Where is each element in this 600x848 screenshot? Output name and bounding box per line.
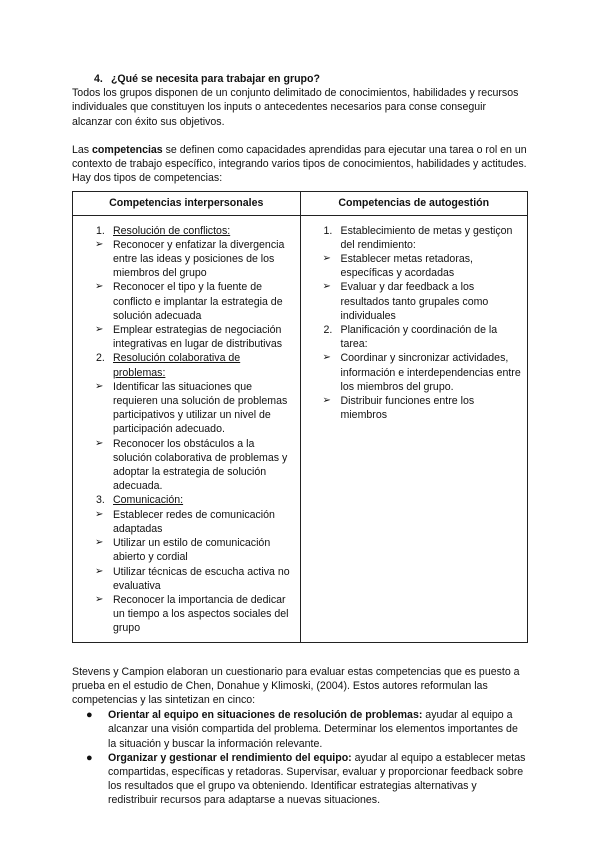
column-autogestion [300, 215, 528, 642]
arrow-bullet-icon: ➢ [322, 281, 331, 293]
arrow-item [81, 280, 294, 323]
header-interpersonales: Competencias interpersonales [73, 192, 301, 215]
section-number: 4. [94, 73, 103, 85]
arrow-item [81, 593, 294, 636]
bullet-item [72, 751, 528, 808]
numbered-item [81, 493, 294, 507]
item-number: 2. [323, 324, 333, 337]
arrow-item [81, 380, 294, 437]
section-title: ¿Qué se necesita para trabajar en grupo? [110, 73, 320, 85]
item-text: Identificar las situaciones que requieren una solución de problemas participativos y utilizar un nivel de participación adecuado. [113, 380, 288, 436]
arrow-bullet-icon: ➢ [95, 593, 104, 605]
numbered-item [309, 323, 522, 351]
item-text: Distribuir funciones entre los miembros [340, 395, 475, 422]
item-text: Reconocer el tipo y la fuente de conflicto e implantar la estrategia de solución adecuada [113, 281, 283, 322]
arrow-bullet-icon: ➢ [95, 238, 104, 250]
stevens-paragraph: Stevens y Campion elaboran un cuestionario para evaluar estas competencias que es puesto a prueba en el estudio de Chen, Donahue y Klimoski, (2004). Estos autores reformulan las competencias y las sintetizan en cinco: [72, 665, 520, 706]
arrow-item [309, 280, 522, 323]
header-autogestion: Competencias de autogestión [300, 192, 528, 215]
arrow-bullet-icon: ➢ [322, 352, 331, 364]
bullet-dot-icon: ● [86, 709, 93, 722]
item-text: Reconocer y enfatizar la divergencia entre las ideas y posiciones de los miembros del grupo [113, 238, 285, 280]
item-text: Establecer redes de comunicación adaptadas [113, 508, 275, 535]
arrow-item [81, 508, 294, 536]
numbered-item [81, 224, 294, 238]
item-text: Emplear estrategias de negociación integrativas en lugar de distributivas [113, 324, 283, 351]
column-interpersonales [73, 215, 301, 642]
arrow-item [309, 252, 522, 280]
arrow-bullet-icon: ➢ [322, 253, 331, 265]
bullet-title: Orientar al equipo en situaciones de resolución de problemas: [108, 709, 423, 722]
arrow-item [81, 565, 294, 593]
competencias-paragraph: Las competencias se definen como capacidades aprendidas para ejecutar una tarea o rol en un contexto de trabajo específico, integrando varios tipos de conocimientos, habilidades y actitudes. Hay dos tipos de competencias: [72, 143, 527, 185]
item-text: Reconocer los obstáculos a la solución colaborativa de problemas y adoptar la estrategia de solución adecuada. [113, 437, 288, 493]
arrow-bullet-icon: ➢ [95, 565, 104, 577]
arrow-item [309, 394, 522, 422]
bullet-item [72, 708, 528, 751]
intro-paragraph: Todos los grupos disponen de un conjunto delimitado de conocimientos, habilidades y recursos individuales que constituyen los inputs o antecedentes necesarios para conse conseguir alcanzar con éxito sus objetivos. [72, 87, 519, 128]
numbered-item [81, 351, 294, 379]
item-text: Comunicación: [113, 494, 184, 507]
arrow-bullet-icon: ➢ [95, 437, 104, 449]
item-text: Establecimiento de metas y gestiçon del rendimiento: [340, 224, 513, 251]
item-text: Resolución de conflictos: [113, 224, 231, 237]
bullet-text: ayudar al equipo a establecer metas compartidas, específicas y retadoras. Supervisar, evaluar y proporcionar feedback sobre los resultados que el grupo va obteniendo. Identificar estrategias alternativas y redistribuir recursos para adaptarse a nuevas situaciones. [108, 751, 526, 807]
document-page [72, 72, 528, 808]
item-number: 1. [323, 224, 333, 237]
arrow-item [81, 536, 294, 564]
section-heading [94, 72, 528, 86]
item-text: Planificación y coordinación de la tarea: [340, 324, 498, 351]
arrow-item [309, 351, 522, 394]
bullet-dot-icon: ● [86, 751, 93, 764]
item-number: 2. [96, 352, 105, 365]
item-text: Coordinar y sincronizar actividades, información e interdependencias entre los miembros del grupo. [340, 352, 521, 393]
numbered-item [309, 224, 522, 252]
competencias-term: competencias [92, 143, 163, 156]
arrow-bullet-icon: ➢ [322, 395, 331, 407]
item-text: Utilizar un estilo de comunicación abierto y cordial [113, 537, 271, 564]
arrow-item [81, 323, 294, 351]
arrow-item [81, 238, 294, 281]
bullet-text: ayudar al equipo a alcanzar una visión compartida del problema. Determinar los elementos importantes de la situación y buscar la información relevante. [108, 709, 518, 750]
item-number: 1. [96, 224, 105, 237]
competencias-table [72, 191, 528, 642]
arrow-item [81, 437, 294, 494]
item-number: 3. [96, 494, 105, 507]
arrow-bullet-icon: ➢ [95, 508, 104, 520]
item-text: Evaluar y dar feedback a los resultados tanto grupales como individuales [340, 281, 489, 322]
item-text: Reconocer la importancia de dedicar un tiempo a los aspectos sociales del grupo [113, 593, 289, 635]
arrow-bullet-icon: ➢ [95, 281, 104, 293]
item-text: Utilizar técnicas de escucha activa no evaluativa [113, 565, 290, 592]
item-text: Establecer metas retadoras, específicas y acordadas [340, 253, 473, 280]
arrow-bullet-icon: ➢ [95, 537, 104, 549]
bullet-title: Organizar y gestionar el rendimiento del equipo: [108, 751, 352, 764]
competencias-bullet-list [72, 708, 528, 807]
item-text: Resolución colaborativa de problemas: [113, 352, 241, 379]
arrow-bullet-icon: ➢ [95, 324, 104, 336]
arrow-bullet-icon: ➢ [95, 380, 104, 392]
